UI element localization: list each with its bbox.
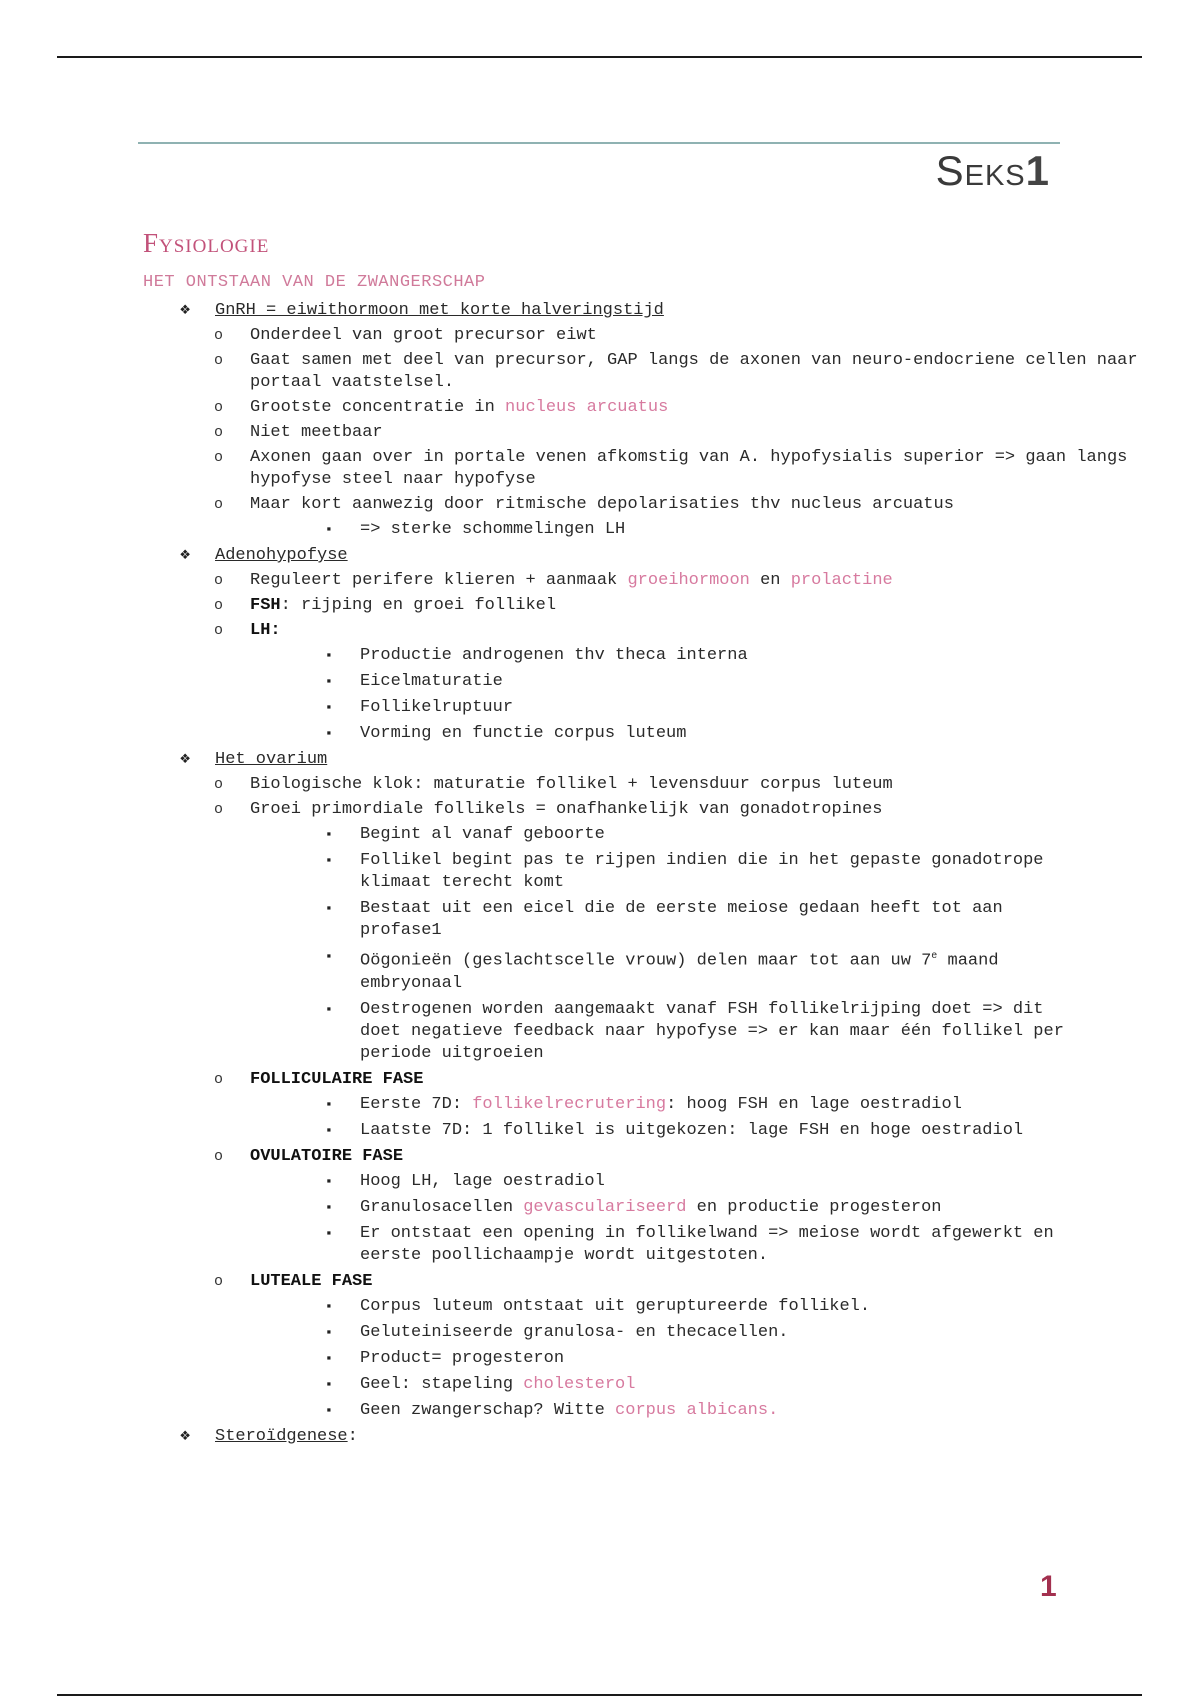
square-bullet-icon: ▪ bbox=[325, 1402, 333, 1418]
circle-bullet-icon: o bbox=[214, 1147, 224, 1165]
square-bullet-icon: ▪ bbox=[325, 1199, 333, 1215]
square-bullet-icon: ▪ bbox=[325, 700, 333, 715]
square-bullet-icon: ▪ bbox=[325, 827, 333, 842]
list-item: o LH: bbox=[214, 621, 281, 640]
circle-bullet-icon: o bbox=[214, 776, 224, 793]
list-item: o Gaat samen met deel van precursor, GAP langs de axonen van neuro-endocriene cellen naar portaal vaatstelsel. bbox=[214, 351, 1138, 392]
list-item: o Groei primordiale follikels = onafhankelijk van gonadotropines bbox=[214, 800, 883, 819]
circle-bullet-icon: o bbox=[214, 449, 224, 466]
list-item: o FOLLICULAIRE FASE bbox=[214, 1069, 424, 1089]
circle-bullet-icon: o bbox=[214, 572, 224, 589]
heading-zwangerschap: HET ONTSTAAN VAN DE ZWANGERSCHAP bbox=[143, 273, 486, 292]
gnrh-title: GnRH = eiwithormoon met korte halveringstijd bbox=[215, 301, 664, 320]
bullet-ovarium bbox=[0, 749, 1200, 771]
list-item: ▪ Eicelmaturatie bbox=[325, 672, 503, 691]
diamond-bullet-icon: ❖ bbox=[180, 1426, 191, 1446]
document-body bbox=[0, 300, 1200, 1451]
bullet-steroidgenese: ❖ Steroïdgenese: bbox=[180, 1426, 358, 1446]
list-item: o Reguleert perifere klieren + aanmaak groeihormoon en prolactine bbox=[214, 571, 893, 590]
square-bullet-icon: ▪ bbox=[325, 1376, 333, 1392]
square-bullet-icon: ▪ bbox=[325, 1225, 333, 1241]
list-item: o Axonen gaan over in portale venen afkomstig van A. hypofysialis superior => gaan langs hypofyse steel naar hypofyse bbox=[214, 448, 1128, 489]
list-item: ▪ Vorming en functie corpus luteum bbox=[325, 724, 687, 743]
circle-bullet-icon: o bbox=[214, 496, 224, 513]
square-bullet-icon: ▪ bbox=[325, 726, 333, 741]
list-item: o Onderdeel van groot precursor eiwt bbox=[214, 326, 597, 345]
list-item: ▪ Hoog LH, lage oestradiol bbox=[325, 1171, 605, 1191]
list-item: o LUTEALE FASE bbox=[214, 1271, 373, 1291]
adeno-title: Adenohypofyse bbox=[215, 546, 348, 565]
list-item: ▪ Follikel begint pas te rijpen indien die in het gepaste gonadotrope klimaat terecht komt bbox=[325, 851, 1044, 892]
circle-bullet-icon: o bbox=[214, 399, 224, 416]
square-bullet-icon: ▪ bbox=[325, 901, 333, 916]
list-item: ▪ Geel: stapeling cholesterol bbox=[325, 1374, 636, 1394]
square-bullet-icon: ▪ bbox=[325, 1298, 333, 1314]
circle-bullet-icon: o bbox=[214, 801, 224, 818]
page-number: 1 bbox=[1040, 1570, 1057, 1603]
list-item: ▪ Laatste 7D: 1 follikel is uitgekozen: lage FSH en hoge oestradiol bbox=[325, 1120, 1024, 1140]
list-item: ▪ => sterke schommelingen LH bbox=[325, 520, 626, 539]
list-item: ▪ Product= progesteron bbox=[325, 1348, 565, 1368]
header-rule bbox=[138, 142, 1060, 144]
square-bullet-icon: ▪ bbox=[325, 853, 333, 868]
bottom-border-line bbox=[57, 1694, 1142, 1696]
square-bullet-icon: ▪ bbox=[325, 949, 333, 964]
square-bullet-icon: ▪ bbox=[325, 1122, 333, 1138]
list-item: ▪ Productie androgenen thv theca interna bbox=[325, 646, 748, 665]
square-bullet-icon: ▪ bbox=[325, 674, 333, 689]
list-item: ▪ Bestaat uit een eicel die de eerste meiose gedaan heeft tot aan profase1 bbox=[325, 899, 1003, 940]
diamond-bullet-icon: ❖ bbox=[180, 301, 191, 320]
list-item: o OVULATOIRE FASE bbox=[214, 1146, 404, 1166]
document-title: Seks1 bbox=[935, 147, 1050, 194]
list-item: ▪ Oestrogenen worden aangemaakt vanaf FSH follikelrijping doet => dit doet negatieve feedback naar hypofyse => er kan maar één follikel per periode uitgroeien bbox=[325, 999, 1064, 1063]
list-item: ▪ Geluteiniseerde granulosa- en thecacellen. bbox=[325, 1322, 789, 1342]
list-item: ▪ Er ontstaat een opening in follikelwand => meiose wordt afgewerkt en eerste poollichaampje wordt uitgestoten. bbox=[325, 1223, 1054, 1265]
list-item: o FSH: rijping en groei follikel bbox=[214, 596, 557, 615]
bullet-gnrh bbox=[0, 300, 1200, 322]
list-item: o Biologische klok: maturatie follikel + levensduur corpus luteum bbox=[214, 775, 893, 794]
steroid-title: Steroïdgenese bbox=[215, 1426, 348, 1446]
list-item: o Maar kort aanwezig door ritmische depolarisaties thv nucleus arcuatus bbox=[214, 495, 954, 514]
list-item: ▪ Corpus luteum ontstaat uit geruptureerde follikel. bbox=[325, 1296, 871, 1316]
list-item: o Grootste concentratie in nucleus arcuatus bbox=[214, 398, 669, 417]
circle-bullet-icon: o bbox=[214, 327, 224, 344]
square-bullet-icon: ▪ bbox=[325, 1324, 333, 1340]
circle-bullet-icon: o bbox=[214, 352, 224, 369]
square-bullet-icon: ▪ bbox=[325, 1096, 333, 1112]
diamond-bullet-icon: ❖ bbox=[180, 750, 191, 769]
list-item: o Niet meetbaar bbox=[214, 423, 383, 442]
circle-bullet-icon: o bbox=[214, 1272, 224, 1290]
bullet-adenohypofyse bbox=[0, 545, 1200, 567]
ovarium-title: Het ovarium bbox=[215, 750, 328, 769]
list-item: ▪ Geen zwangerschap? Witte corpus albicans. bbox=[325, 1400, 779, 1420]
list-item: ▪ Begint al vanaf geboorte bbox=[325, 825, 605, 844]
top-border-line bbox=[57, 56, 1142, 58]
square-bullet-icon: ▪ bbox=[325, 1001, 333, 1017]
square-bullet-icon: ▪ bbox=[325, 1173, 333, 1189]
heading-fysiologie: Fysiologie bbox=[143, 228, 270, 258]
circle-bullet-icon: o bbox=[214, 597, 224, 614]
list-item: ▪ Oögonieën (geslachtscelle vrouw) delen maar tot aan uw 7e maand embryonaal bbox=[0, 946, 1200, 995]
square-bullet-icon: ▪ bbox=[325, 522, 333, 537]
circle-bullet-icon: o bbox=[214, 424, 224, 441]
list-item: ▪ Granulosacellen gevasculariseerd en productie progesteron bbox=[325, 1197, 942, 1217]
list-item: ▪ Follikelruptuur bbox=[325, 698, 514, 717]
circle-bullet-icon: o bbox=[214, 1070, 224, 1088]
square-bullet-icon: ▪ bbox=[325, 1350, 333, 1366]
circle-bullet-icon: o bbox=[214, 622, 224, 639]
list-item: ▪ Eerste 7D: follikelrecrutering: hoog FSH en lage oestradiol bbox=[325, 1094, 962, 1114]
square-bullet-icon: ▪ bbox=[325, 648, 333, 663]
diamond-bullet-icon: ❖ bbox=[180, 546, 191, 565]
